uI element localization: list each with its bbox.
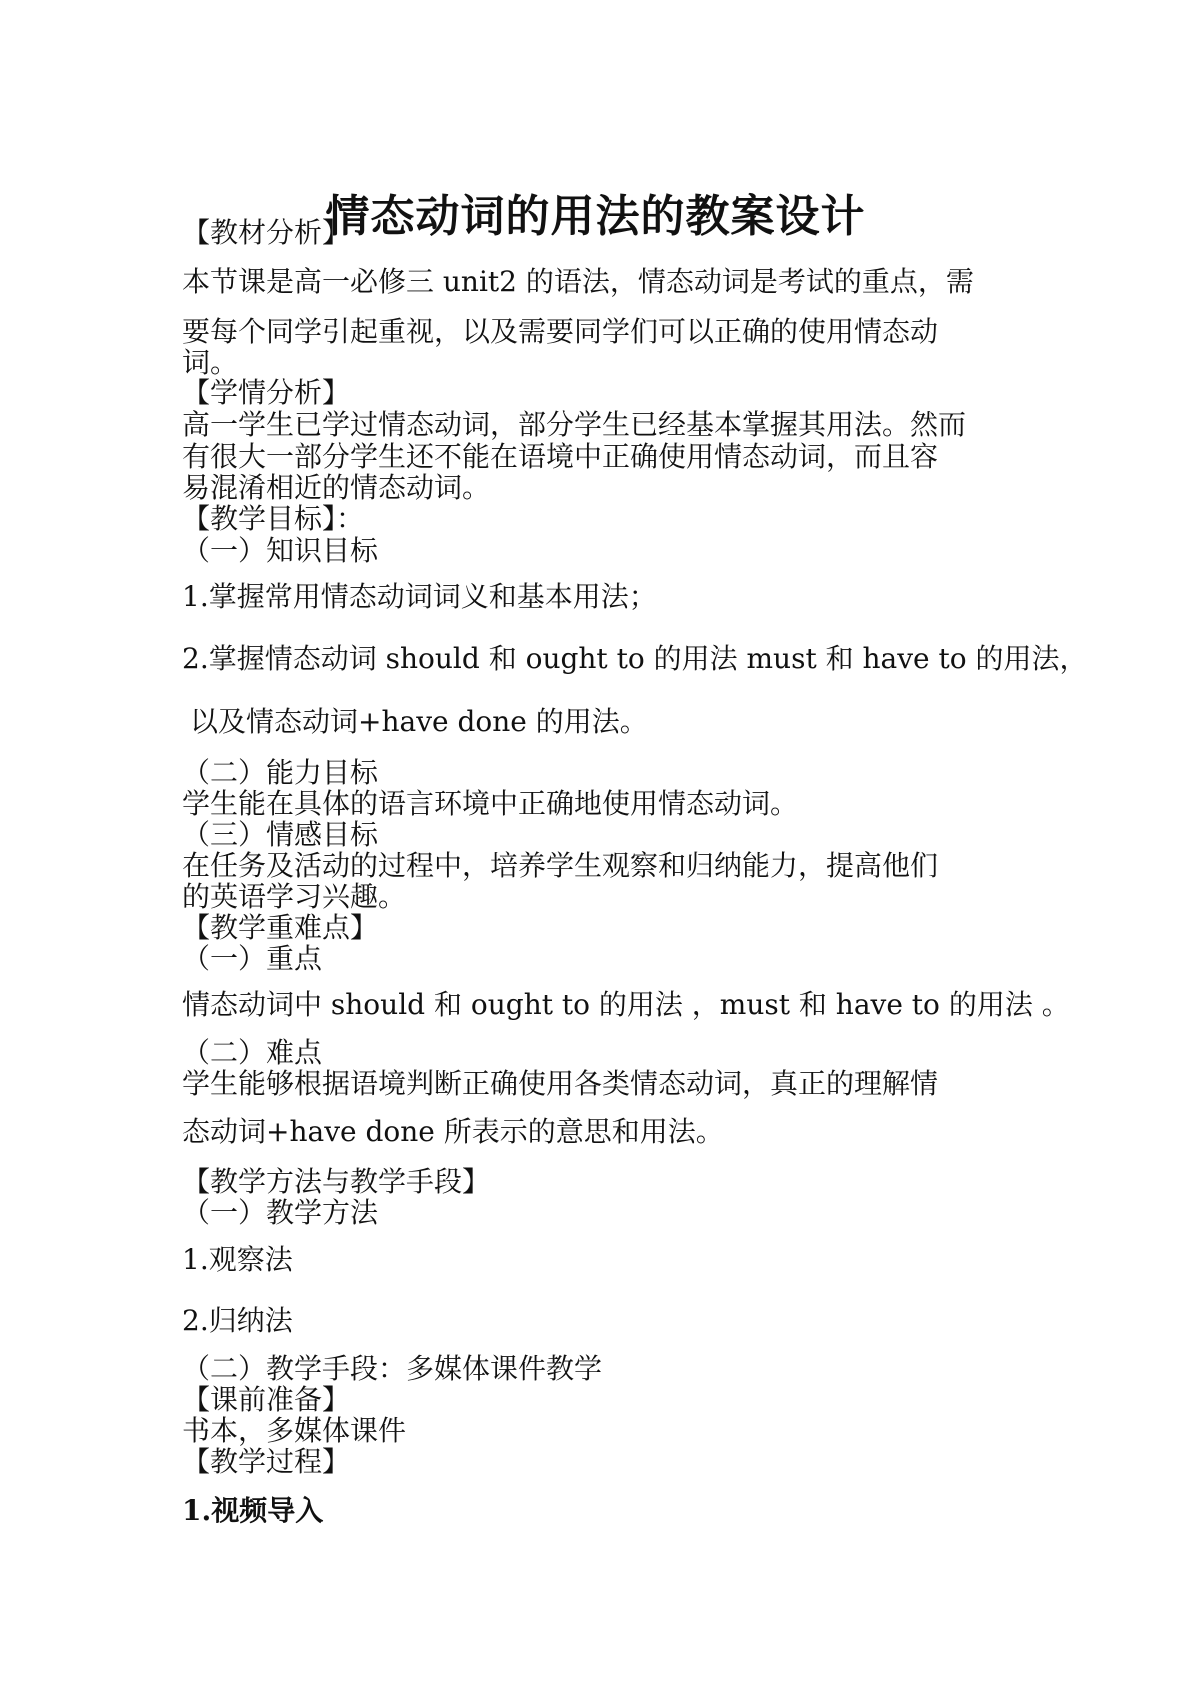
paragraph-line: 的英语学习兴趣。 [182,880,407,913]
paragraph-line: 词。 [182,346,239,379]
section-heading-preparation: 【课前准备】 [182,1383,351,1416]
subheading-difficult-points: （二）难点 [182,1036,323,1069]
paragraph-line: 学生能在具体的语言环境中正确地使用情态动词。 [182,787,799,820]
paragraph-line: 有很大一部分学生还不能在语境中正确使用情态动词，而且容 [182,440,939,473]
paragraph-line: 高一学生已学过情态动词，部分学生已经基本掌握其用法。然而 [182,408,967,441]
section-heading-teaching-goals: 【教学目标】： [182,502,365,535]
subheading-ability-goal: （二）能力目标 [182,756,379,789]
paragraph-line: 学生能够根据语境判断正确使用各类情态动词，真正的理解情 [182,1067,939,1100]
subheading-teaching-means: （二）教学手段：多媒体课件教学 [182,1352,603,1385]
document-title: 情态动词的用法的教案设计 [325,191,866,243]
list-item: 1.掌握常用情态动词词义和基本用法； [182,580,657,613]
paragraph-line: 易混淆相近的情态动词。 [182,471,491,504]
section-heading-student-analysis: 【学情分析】 [182,376,351,409]
paragraph-line: 情态动词中 should 和 ought to 的用法 ，must 和 have to 的用法 。 [182,988,1070,1021]
list-item: 1.观察法 [182,1243,293,1276]
step-heading: 1.视频导入 [182,1494,324,1527]
paragraph-line: 态动词+have done 所表示的意思和用法。 [182,1115,724,1148]
paragraph-line: 要每个同学引起重视，以及需要同学们可以正确的使用情态动 [182,315,939,348]
list-item: 2.归纳法 [182,1304,293,1337]
section-heading-key-difficult-points: 【教学重难点】 [182,911,379,944]
paragraph-line: 在任务及活动的过程中，培养学生观察和归纳能力，提高他们 [182,849,939,882]
list-item-continuation: 以及情态动词+have done 的用法。 [190,705,648,738]
subheading-knowledge-goal: （一）知识目标 [182,534,379,567]
list-item: 2.掌握情态动词 should 和 ought to 的用法 must 和 have to 的用法， [182,642,1088,675]
subheading-teaching-methods: （一）教学方法 [182,1196,379,1229]
section-heading-teaching-process: 【教学过程】 [182,1445,351,1478]
subheading-emotion-goal: （三）情感目标 [182,818,379,851]
section-heading-textbook-analysis: 【教材分析】 [182,216,351,249]
subheading-key-points: （一）重点 [182,942,323,975]
paragraph-line: 书本，多媒体课件 [182,1414,407,1447]
section-heading-methods-and-means: 【教学方法与教学手段】 [182,1165,491,1198]
paragraph-line: 本节课是高一必修三 unit2 的语法，情态动词是考试的重点，需 [182,265,974,298]
